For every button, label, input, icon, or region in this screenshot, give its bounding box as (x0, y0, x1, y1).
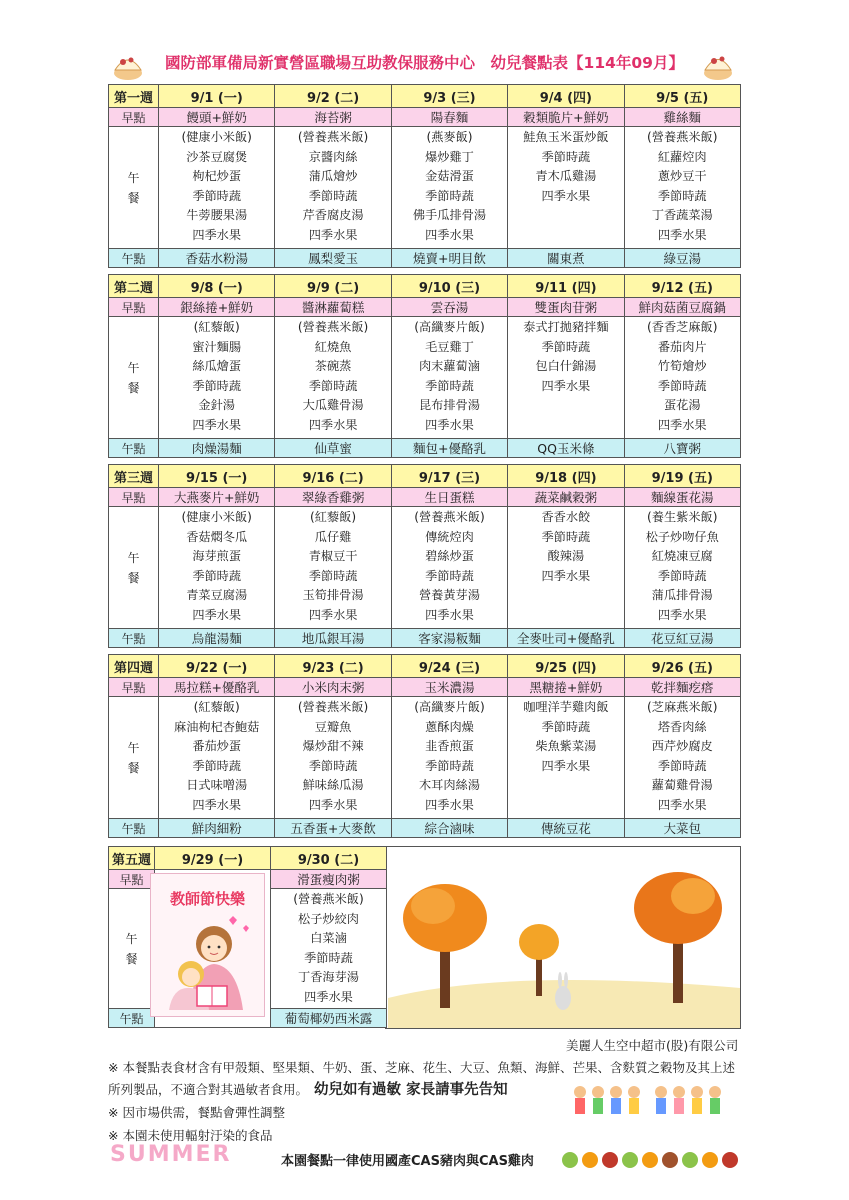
dish: 牛蒡腰果湯 (186, 208, 248, 223)
week-1-table (108, 84, 741, 268)
dish: 木耳肉絲湯 (419, 778, 480, 793)
lunch-cell (275, 697, 391, 819)
dish: 蒲瓜燴炒 (308, 169, 358, 184)
dish: 季節時蔬 (192, 378, 242, 393)
snack-label: 午點 (109, 1009, 155, 1028)
lunch-cell (159, 507, 275, 629)
shaved-ice-icon (700, 46, 736, 82)
week-label: 第二週 (109, 275, 159, 298)
company-name: 美麗人生空中超市(股)有限公司 (566, 1038, 739, 1053)
day-header: 9/4 (四) (508, 85, 624, 108)
dish: 瓜仔雞 (314, 529, 352, 544)
dish: 竹筍燴炒 (657, 359, 707, 374)
dish: 四季水果 (657, 797, 707, 812)
dish: (營養燕米飯) (297, 700, 369, 714)
breakfast-cell: 黑糖捲+鮮奶 (508, 678, 624, 697)
dish: 季節時蔬 (308, 568, 358, 583)
week-label: 第一週 (109, 85, 159, 108)
dish: 蜜汁麵腸 (192, 339, 242, 354)
lunch-cell (391, 697, 507, 819)
lunch-label: 午 餐 (109, 507, 159, 629)
day-header: 9/19 (五) (624, 465, 740, 488)
dish: (營養燕米飯) (297, 320, 369, 334)
dish: 爆炒雞丁 (425, 149, 474, 164)
lunch-cell (508, 697, 624, 819)
children-icon (651, 1082, 726, 1120)
dish: (香香芝麻飯) (647, 320, 718, 334)
snack-cell: 八寶粥 (624, 439, 740, 458)
dish: (營養燕米飯) (297, 130, 369, 144)
dish: 季節時蔬 (308, 758, 358, 773)
month-text: 【114年09月】 (568, 54, 684, 72)
dish: 松子炒絞肉 (298, 911, 359, 926)
dish: 四季水果 (308, 607, 358, 622)
dish: 蔥炒豆干 (657, 169, 707, 184)
breakfast-cell: 饅頭+鮮奶 (159, 108, 275, 127)
dish: 丁香蔬菜湯 (651, 208, 713, 223)
dish: 香菇燜冬瓜 (186, 529, 248, 544)
dish: 碧絲炒蛋 (425, 549, 474, 564)
breakfast-label: 早點 (109, 108, 159, 127)
week-2-table (108, 274, 741, 458)
dish: 季節時蔬 (657, 758, 707, 773)
dish: 四季水果 (541, 378, 591, 393)
dish: 季節時蔬 (304, 950, 353, 965)
day-header: 9/2 (二) (275, 85, 391, 108)
dish: 海芽煎蛋 (192, 549, 242, 564)
dish: 麻油枸杞杏鮑菇 (174, 719, 260, 734)
week-label: 第三週 (109, 465, 159, 488)
dish: 肉末蘿蔔滷 (419, 359, 480, 374)
snack-cell: 花豆紅豆湯 (624, 629, 740, 648)
dish: 季節時蔬 (425, 568, 474, 583)
dish: (高纖麥片飯) (414, 700, 485, 714)
lunch-cell (624, 317, 740, 439)
day-header: 9/5 (五) (624, 85, 740, 108)
lunch-cell (271, 889, 387, 1009)
breakfast-cell: 鮮肉菇菌豆腐鍋 (624, 298, 740, 317)
dish: (養生紫米飯) (647, 510, 718, 524)
day-header: 9/15 (一) (159, 465, 275, 488)
dish: 季節時蔬 (192, 758, 242, 773)
snack-cell: 全麥吐司+優酪乳 (508, 629, 624, 648)
dish: (營養燕米飯) (647, 130, 718, 144)
breakfast-cell: 雞絲麵 (624, 108, 740, 127)
dish: (高纖麥片飯) (414, 320, 485, 334)
dish: 季節時蔬 (541, 339, 591, 354)
breakfast-cell: 小米肉末粥 (275, 678, 391, 697)
children-icon (570, 1082, 645, 1120)
breakfast-cell: 穀類脆片+鮮奶 (508, 108, 624, 127)
snack-cell: 麵包+優酪乳 (391, 439, 507, 458)
snack-cell: 葡萄椰奶西米露 (271, 1009, 387, 1028)
snack-cell: 客家湯粄麵 (391, 629, 507, 648)
dish: 營養黃芽湯 (419, 588, 480, 603)
week-3-table (108, 464, 741, 648)
dish: 包白什錦湯 (535, 359, 597, 374)
dish: 鮮味絲瓜湯 (302, 778, 364, 793)
day-header: 9/10 (三) (391, 275, 507, 298)
breakfast-cell: 大燕麥片+鮮奶 (159, 488, 275, 507)
snack-label: 午點 (109, 629, 159, 648)
snack-label: 午點 (109, 819, 159, 838)
dish: 京醬肉絲 (308, 149, 358, 164)
dish: 季節時蔬 (657, 188, 707, 203)
dish: 季節時蔬 (425, 758, 474, 773)
dish: 鮭魚玉米蛋炒飯 (523, 130, 609, 144)
dish: 枸杞炒蛋 (192, 169, 242, 184)
snack-cell: 大菜包 (624, 819, 740, 838)
dish: 西芹炒腐皮 (651, 739, 713, 754)
breakfast-cell: 馬拉糕+優酪乳 (159, 678, 275, 697)
dish: 四季水果 (425, 417, 474, 432)
day-header: 9/12 (五) (624, 275, 740, 298)
breakfast-cell: 雙蛋肉苷粥 (508, 298, 624, 317)
dish: 絲瓜燴蛋 (192, 359, 242, 374)
dish: 金菇滑蛋 (425, 169, 474, 184)
dish: 柴魚紫菜湯 (535, 739, 597, 754)
breakfast-cell: 蔬菜鹹穀粥 (508, 488, 624, 507)
dish: 金針湯 (198, 398, 235, 413)
lunch-cell (275, 507, 391, 629)
day-header: 9/25 (四) (508, 655, 624, 678)
dish: 四季水果 (192, 797, 242, 812)
breakfast-cell: 雲吞湯 (391, 298, 507, 317)
snack-cell: 鳳梨愛玉 (275, 249, 391, 268)
dish: 四季水果 (192, 417, 242, 432)
dish: 季節時蔬 (657, 568, 707, 583)
dish: 昆布排骨湯 (419, 398, 480, 413)
dish: 季節時蔬 (657, 378, 707, 393)
dish: 紅燒凍豆腐 (651, 549, 713, 564)
dish: 四季水果 (657, 417, 707, 432)
breakfast-cell: 滑蛋瘦肉粥 (271, 870, 387, 889)
dish: 季節時蔬 (308, 188, 358, 203)
snack-cell: 傳統豆花 (508, 819, 624, 838)
dish: 四季水果 (425, 607, 474, 622)
dish: 白菜滷 (310, 931, 347, 946)
lunch-cell (624, 507, 740, 629)
dish: 四季水果 (308, 227, 358, 242)
radiation-note: ※ 本園未使用輻射汙染的食品 (108, 1128, 273, 1143)
lunch-cell (508, 507, 624, 629)
dish: 四季水果 (657, 227, 707, 242)
dish: 四季水果 (425, 227, 474, 242)
day-header: 9/18 (四) (508, 465, 624, 488)
snack-cell: 綠豆湯 (624, 249, 740, 268)
snack-cell: 香菇水粉湯 (159, 249, 275, 268)
week-label: 第五週 (109, 847, 155, 870)
dish: 四季水果 (657, 607, 707, 622)
dish: 塔香肉絲 (657, 719, 707, 734)
dish: 四季水果 (541, 758, 591, 773)
dish: 季節時蔬 (192, 568, 242, 583)
lunch-cell (159, 317, 275, 439)
dish: 季節時蔬 (425, 188, 474, 203)
dish: 季節時蔬 (541, 149, 591, 164)
snack-cell: 肉燥湯麵 (159, 439, 275, 458)
breakfast-cell: 翠綠香雞粥 (275, 488, 391, 507)
day-header: 9/24 (三) (391, 655, 507, 678)
dish: 季節時蔬 (541, 719, 591, 734)
dish: 大瓜雞骨湯 (302, 398, 364, 413)
snack-cell: QQ玉米條 (508, 439, 624, 458)
day-header: 9/17 (三) (391, 465, 507, 488)
day-header: 9/23 (二) (275, 655, 391, 678)
dish: 韭香煎蛋 (425, 739, 474, 754)
lunch-cell (275, 127, 391, 249)
teacher-day-text: 教師節快樂 (169, 890, 245, 908)
breakfast-label: 早點 (109, 678, 159, 697)
day-header: 9/29 (一) (155, 847, 271, 870)
lunch-cell (624, 697, 740, 819)
teacher-reading-icon (159, 914, 257, 1010)
snack-cell: 烏龍湯麵 (159, 629, 275, 648)
dish: 青菜豆腐湯 (186, 588, 248, 603)
dish: (營養燕米飯) (414, 510, 485, 524)
snack-cell: 綜合滷味 (391, 819, 507, 838)
lunch-cell (159, 127, 275, 249)
breakfast-cell: 銀絲捲+鮮奶 (159, 298, 275, 317)
breakfast-cell: 陽春麵 (391, 108, 507, 127)
dish: 毛豆雞丁 (425, 339, 474, 354)
dish: 番茄炒蛋 (192, 739, 242, 754)
dish: 四季水果 (308, 797, 358, 812)
dish: 酸辣湯 (547, 549, 585, 564)
dish: 玉筍排骨湯 (302, 588, 364, 603)
lunch-cell (391, 127, 507, 249)
allergen-note: ※ 本餐點表食材含有甲殼類、堅果類、牛奶、蛋、芝麻、花生、大豆、魚類、海鮮、芒果、含麩質之穀物及其上述 (108, 1060, 735, 1075)
dish: 芹香腐皮湯 (302, 208, 364, 223)
breakfast-cell: 乾拌麵疙瘩 (624, 678, 740, 697)
dish: 蘿蔔雞骨湯 (651, 778, 713, 793)
dish: 佛手瓜排骨湯 (412, 208, 487, 223)
dish: 茶碗蒸 (314, 359, 352, 374)
breakfast-cell: 生日蛋糕 (391, 488, 507, 507)
breakfast-cell: 海苔粥 (275, 108, 391, 127)
dish: 咖哩洋芋雞肉飯 (523, 700, 609, 714)
lunch-cell (159, 697, 275, 819)
lunch-cell (391, 317, 507, 439)
day-header: 9/3 (三) (391, 85, 507, 108)
breakfast-label: 早點 (109, 488, 159, 507)
day-header: 9/16 (二) (275, 465, 391, 488)
day-header: 9/30 (二) (271, 847, 387, 870)
fruit-row-icon (560, 1148, 740, 1170)
dish: 四季水果 (541, 188, 591, 203)
title-text: 國防部軍備局新實營區職場互助教保服務中心 幼兒餐點表 (165, 54, 569, 72)
snack-cell: 鮮肉細粉 (159, 819, 275, 838)
cas-note: 本園餐點一律使用國產CAS豬肉與CAS雞肉 (281, 1154, 534, 1169)
lunch-label: 午 餐 (109, 127, 159, 249)
lunch-cell (391, 507, 507, 629)
dish: 季節時蔬 (541, 529, 591, 544)
day-header: 9/26 (五) (624, 655, 740, 678)
dish: 沙茶豆腐煲 (186, 149, 248, 164)
dish: (營養燕米飯) (293, 892, 364, 906)
summer-logo (110, 1142, 275, 1170)
snack-cell: 仙草蜜 (275, 439, 391, 458)
snack-label: 午點 (109, 439, 159, 458)
dish: 蒲瓜排骨湯 (651, 588, 713, 603)
breakfast-cell: 麵線蛋花湯 (624, 488, 740, 507)
dish: (紅藜飯) (193, 320, 240, 334)
dish: (芝麻燕米飯) (647, 700, 718, 714)
dish: 四季水果 (304, 989, 353, 1004)
snack-cell: 關東煮 (508, 249, 624, 268)
day-header: 9/1 (一) (159, 85, 275, 108)
teacher-day-illustration (150, 873, 265, 1017)
lunch-label: 午 餐 (109, 317, 159, 439)
dish: 四季水果 (192, 607, 242, 622)
breakfast-cell: 醬淋蘿蔔糕 (275, 298, 391, 317)
dish: 青木瓜雞湯 (535, 169, 597, 184)
dish: 季節時蔬 (425, 378, 474, 393)
lunch-cell (624, 127, 740, 249)
snack-cell: 燒賣+明目飲 (391, 249, 507, 268)
dish: 青椒豆干 (308, 549, 358, 564)
snack-label: 午點 (109, 249, 159, 268)
allergen-note-text: 所列製品，不適合對其過敏者食用。 (108, 1082, 309, 1097)
breakfast-cell: 玉米濃湯 (391, 678, 507, 697)
lunch-cell (275, 317, 391, 439)
day-header: 9/11 (四) (508, 275, 624, 298)
dish: (健康小米飯) (181, 510, 252, 524)
lunch-label: 午 餐 (109, 697, 159, 819)
lunch-cell (508, 127, 624, 249)
summer-text: SUMMER (110, 1142, 232, 1167)
day-header: 9/9 (二) (275, 275, 391, 298)
allergen-note-cont (108, 1078, 508, 1099)
dish: 傳統焢肉 (425, 529, 474, 544)
week-label: 第四週 (109, 655, 159, 678)
dish: 泰式打拋豬拌麵 (523, 320, 609, 334)
dish: 番茄肉片 (657, 339, 707, 354)
dish: 四季水果 (425, 797, 474, 812)
dish: (燕麥飯) (426, 130, 473, 144)
dish: 松子炒吻仔魚 (645, 529, 719, 544)
dish: 爆炒甜不辣 (302, 739, 364, 754)
dish: (紅藜飯) (193, 700, 240, 714)
dish: 蛋花湯 (663, 398, 701, 413)
dish: 季節時蔬 (192, 188, 242, 203)
snack-cell: 地瓜銀耳湯 (275, 629, 391, 648)
dish: 四季水果 (192, 227, 242, 242)
breakfast-label: 早點 (109, 870, 155, 889)
breakfast-label: 早點 (109, 298, 159, 317)
dish: 丁香海芽湯 (298, 970, 359, 985)
lunch-label: 午 餐 (109, 889, 155, 1009)
dish: 香香水餃 (541, 510, 591, 524)
dish: (紅藜飯) (310, 510, 357, 524)
lunch-cell (508, 317, 624, 439)
day-header: 9/22 (一) (159, 655, 275, 678)
dish: 紅燒魚 (314, 339, 352, 354)
day-header: 9/8 (一) (159, 275, 275, 298)
dish: 蔥酥肉燥 (425, 719, 474, 734)
dish: 四季水果 (308, 417, 358, 432)
dish: 日式味噌湯 (186, 778, 248, 793)
snack-cell: 五香蛋+大麥飲 (275, 819, 391, 838)
dish: 豆瓣魚 (314, 719, 352, 734)
autumn-trees-illustration (388, 848, 740, 1028)
dish: 紅蘿焢肉 (657, 149, 707, 164)
supply-note: ※ 因市場供需，餐點會彈性調整 (108, 1105, 285, 1120)
allergy-warning: 幼兒如有過敏 家長請事先告知 (314, 1082, 508, 1098)
dish: 四季水果 (541, 568, 591, 583)
week-4-table (108, 654, 741, 838)
dish: (健康小米飯) (181, 130, 252, 144)
dish: 季節時蔬 (308, 378, 358, 393)
